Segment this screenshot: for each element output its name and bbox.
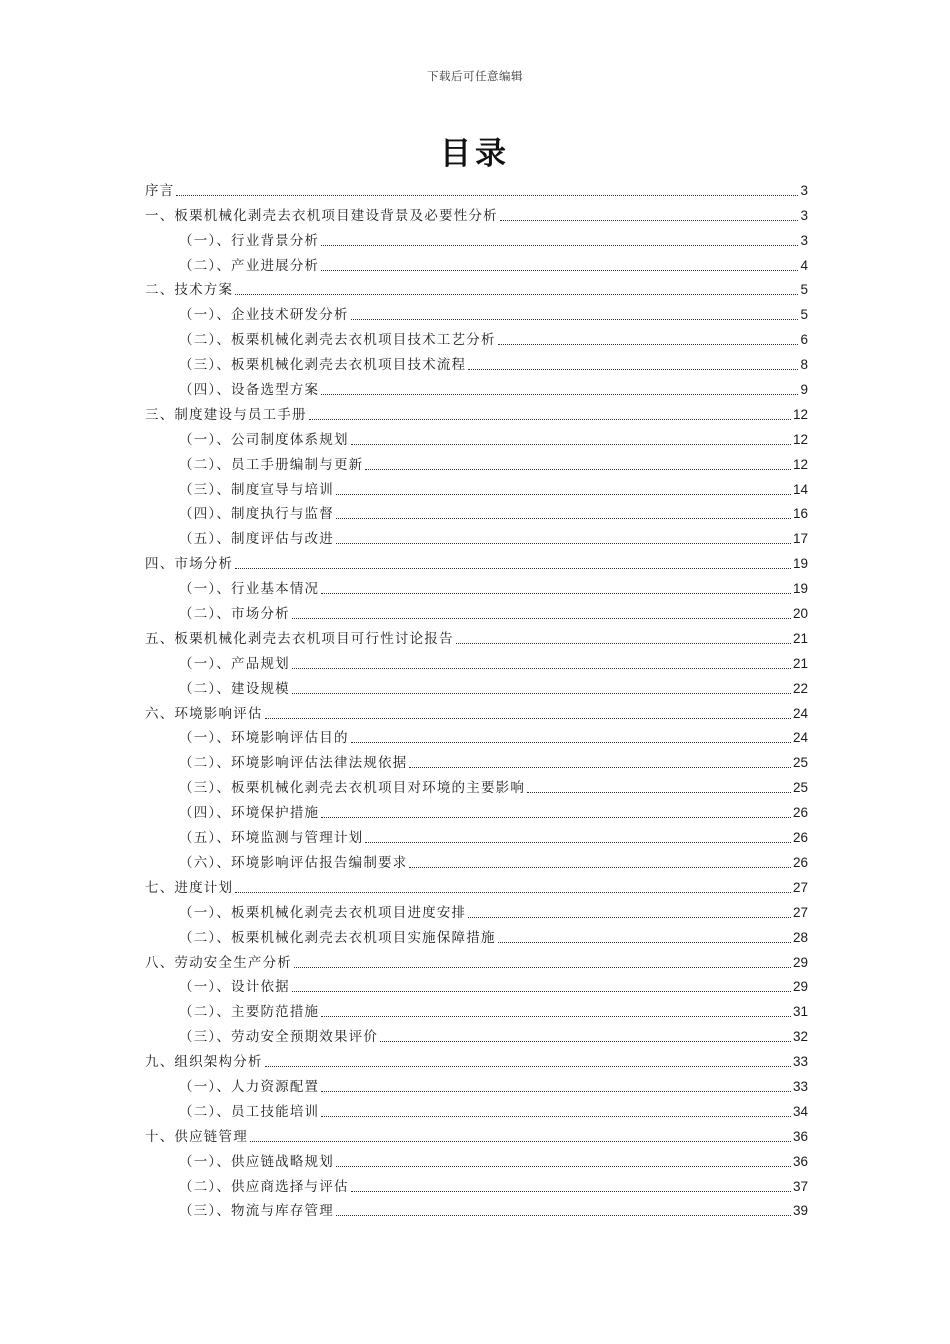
toc-dot-leader [409,867,791,868]
toc-entry[interactable] [145,797,808,822]
toc-entry-page-number: 26 [792,805,808,821]
toc-entry-title: （二）、市场分析 [179,606,290,623]
toc-entry[interactable] [145,275,808,300]
toc-dot-leader [294,967,791,968]
toc-entry-title: 九、组织架构分析 [145,1054,263,1071]
toc-dot-leader [498,942,791,943]
page-title: 目录 [440,136,510,172]
table-of-contents [145,175,808,1220]
toc-entry[interactable] [145,225,808,250]
toc-entry-page-number: 31 [792,1004,808,1020]
toc-entry-page-number: 22 [792,680,808,696]
toc-entry-title: （三）、板栗机械化剥壳去衣机项目技术流程 [179,357,467,374]
toc-dot-leader [321,1116,791,1117]
toc-entry[interactable] [145,499,808,524]
toc-entry-page-number: 3 [800,232,808,248]
toc-entry[interactable] [145,374,808,399]
toc-entry-title: （二）、环境影响评估法律法规依据 [179,755,408,772]
toc-dot-leader [321,245,798,246]
toc-entry-title: （二）、员工技能培训 [179,1103,320,1120]
toc-entry-title: 四、市场分析 [145,556,234,573]
toc-entry-page-number: 4 [800,257,808,273]
toc-dot-leader [265,1066,791,1067]
toc-entry-title: （二）、主要防范措施 [179,1004,320,1021]
toc-entry-page-number: 16 [792,506,808,522]
toc-dot-leader [235,568,791,569]
toc-entry[interactable] [145,673,808,698]
toc-dot-leader [336,494,791,495]
toc-entry[interactable] [145,922,808,947]
toc-dot-leader [336,518,791,519]
toc-entry[interactable] [145,723,808,748]
toc-dot-leader [235,892,791,893]
toc-entry-title: （六）、环境影响评估报告编制要求 [179,854,408,871]
toc-entry[interactable] [145,449,808,474]
toc-entry[interactable] [145,424,808,449]
toc-dot-leader [409,767,791,768]
toc-entry[interactable] [145,822,808,847]
toc-dot-leader [336,1166,791,1167]
toc-entry-title: 七、进度计划 [145,879,234,896]
toc-entry-page-number: 36 [792,1153,808,1169]
toc-entry[interactable] [145,747,808,772]
toc-entry-title: （四）、设备选型方案 [179,382,320,399]
toc-entry[interactable] [145,897,808,922]
toc-dot-leader [336,1215,791,1216]
toc-entry-title: （五）、环境监测与管理计划 [179,830,364,847]
toc-entry[interactable] [145,1171,808,1196]
toc-entry-title: （四）、环境保护措施 [179,805,320,822]
toc-entry-title: （三）、物流与库存管理 [179,1203,334,1220]
toc-entry-title: （一）、环境影响评估目的 [179,730,349,747]
toc-entry-title: （三）、板栗机械化剥壳去衣机项目对环境的主要影响 [179,780,526,797]
toc-entry-page-number: 12 [792,406,808,422]
toc-entry-page-number: 14 [792,481,808,497]
toc-dot-leader [498,344,799,345]
toc-dot-leader [321,1016,791,1017]
toc-entry-title: （二）、员工手册编制与更新 [179,456,364,473]
toc-entry-page-number: 19 [792,556,808,572]
toc-entry-page-number: 5 [800,282,808,298]
toc-dot-leader [265,718,791,719]
toc-entry[interactable] [145,299,808,324]
toc-entry[interactable] [145,1121,808,1146]
toc-entry[interactable] [145,250,808,275]
toc-dot-leader [365,842,791,843]
toc-entry-page-number: 12 [792,431,808,447]
toc-dot-leader [321,270,798,271]
toc-entry[interactable] [145,474,808,499]
toc-entry-page-number: 27 [792,879,808,895]
toc-entry-page-number: 24 [792,730,808,746]
toc-dot-leader [336,543,791,544]
toc-entry-title: （四）、制度执行与监督 [179,506,334,523]
toc-entry-page-number: 20 [792,606,808,622]
toc-entry-page-number: 12 [792,456,808,472]
toc-entry[interactable] [145,648,808,673]
toc-entry[interactable] [145,175,808,200]
toc-entry-title: （一）、行业背景分析 [179,232,320,249]
toc-entry-title: （三）、劳动安全预期效果评价 [179,1029,379,1046]
toc-entry-title: （一）、产品规划 [179,655,290,672]
toc-entry-page-number: 9 [800,382,808,398]
toc-dot-leader [500,220,799,221]
toc-entry-title: 三、制度建设与员工手册 [145,406,307,423]
toc-dot-leader [365,469,791,470]
toc-dot-leader [292,618,791,619]
toc-entry[interactable] [145,996,808,1021]
toc-entry[interactable] [145,1071,808,1096]
toc-entry[interactable] [145,399,808,424]
toc-entry-title: 序言 [145,182,175,199]
toc-entry-title: 二、技术方案 [145,282,234,299]
toc-entry[interactable] [145,623,808,648]
toc-dot-leader [468,369,798,370]
toc-entry-page-number: 26 [792,854,808,870]
toc-entry[interactable] [145,548,808,573]
toc-entry-page-number: 32 [792,1029,808,1045]
toc-entry-page-number: 3 [800,182,808,198]
toc-entry-page-number: 37 [792,1178,808,1194]
toc-entry[interactable] [145,1046,808,1071]
toc-entry[interactable] [145,947,808,972]
toc-entry[interactable] [145,573,808,598]
toc-entry-title: （二）、供应商选择与评估 [179,1178,349,1195]
toc-entry-title: （三）、制度宣导与培训 [179,481,334,498]
toc-dot-leader [380,1041,791,1042]
toc-dot-leader [292,991,791,992]
toc-entry-page-number: 33 [792,1078,808,1094]
toc-entry-page-number: 29 [792,954,808,970]
toc-dot-leader [321,394,798,395]
toc-entry-page-number: 25 [792,780,808,796]
toc-entry-title: （一）、供应链战略规划 [179,1153,334,1170]
toc-entry-page-number: 26 [792,830,808,846]
toc-entry[interactable] [145,200,808,225]
toc-entry[interactable] [145,772,808,797]
toc-entry[interactable] [145,1196,808,1221]
toc-entry-page-number: 36 [792,1128,808,1144]
toc-entry[interactable] [145,1146,808,1171]
toc-entry[interactable] [145,324,808,349]
toc-dot-leader [176,195,798,196]
toc-dot-leader [527,792,791,793]
toc-entry[interactable] [145,872,808,897]
toc-entry-page-number: 24 [792,705,808,721]
toc-dot-leader [292,668,791,669]
toc-entry-page-number: 21 [792,630,808,646]
toc-dot-leader [456,643,791,644]
toc-entry-title: （一）、板栗机械化剥壳去衣机项目进度安排 [179,904,467,921]
toc-entry-title: 五、板栗机械化剥壳去衣机项目可行性讨论报告 [145,630,454,647]
toc-entry-title: （一）、公司制度体系规划 [179,431,349,448]
toc-entry-title: 十、供应链管理 [145,1128,248,1145]
toc-entry[interactable] [145,1021,808,1046]
toc-entry-page-number: 29 [792,979,808,995]
toc-dot-leader [468,917,791,918]
toc-entry-page-number: 25 [792,755,808,771]
toc-entry-title: 一、板栗机械化剥壳去衣机项目建设背景及必要性分析 [145,207,498,224]
toc-entry-page-number: 28 [792,929,808,945]
toc-dot-leader [351,319,799,320]
toc-entry-title: （一）、设计依据 [179,979,290,996]
toc-entry-title: 六、环境影响评估 [145,705,263,722]
toc-entry-page-number: 19 [792,581,808,597]
toc-entry-page-number: 33 [792,1054,808,1070]
toc-entry[interactable] [145,847,808,872]
toc-entry-page-number: 21 [792,655,808,671]
toc-entry-title: （一）、人力资源配置 [179,1078,320,1095]
toc-entry-title: （二）、建设规模 [179,680,290,697]
toc-dot-leader [351,742,791,743]
toc-dot-leader [321,593,791,594]
toc-dot-leader [321,1091,791,1092]
toc-entry-title: （二）、板栗机械化剥壳去衣机项目实施保障措施 [179,929,496,946]
toc-entry-page-number: 5 [800,307,808,323]
toc-entry[interactable] [145,523,808,548]
toc-entry[interactable] [145,972,808,997]
toc-dot-leader [321,817,791,818]
toc-dot-leader [309,419,791,420]
toc-dot-leader [250,1141,791,1142]
toc-entry-title: 八、劳动安全生产分析 [145,954,292,971]
toc-entry-title: （一）、企业技术研发分析 [179,307,349,324]
toc-entry-title: （五）、制度评估与改进 [179,531,334,548]
toc-entry[interactable] [145,349,808,374]
page-header-note: 下载后可任意编辑 [427,69,523,83]
toc-entry-title: （二）、板栗机械化剥壳去衣机项目技术工艺分析 [179,332,496,349]
toc-entry-page-number: 39 [792,1203,808,1219]
toc-entry-page-number: 34 [792,1103,808,1119]
toc-dot-leader [351,444,791,445]
toc-entry-page-number: 8 [800,357,808,373]
toc-entry-page-number: 3 [800,207,808,223]
toc-dot-leader [351,1191,791,1192]
toc-dot-leader [292,693,791,694]
toc-entry[interactable] [145,1096,808,1121]
toc-entry-page-number: 27 [792,904,808,920]
toc-dot-leader [235,294,798,295]
toc-entry[interactable] [145,698,808,723]
toc-entry-page-number: 6 [800,332,808,348]
toc-entry-title: （二）、产业进展分析 [179,257,320,274]
toc-entry-title: （一）、行业基本情况 [179,581,320,598]
toc-entry-page-number: 17 [792,531,808,547]
toc-entry[interactable] [145,598,808,623]
